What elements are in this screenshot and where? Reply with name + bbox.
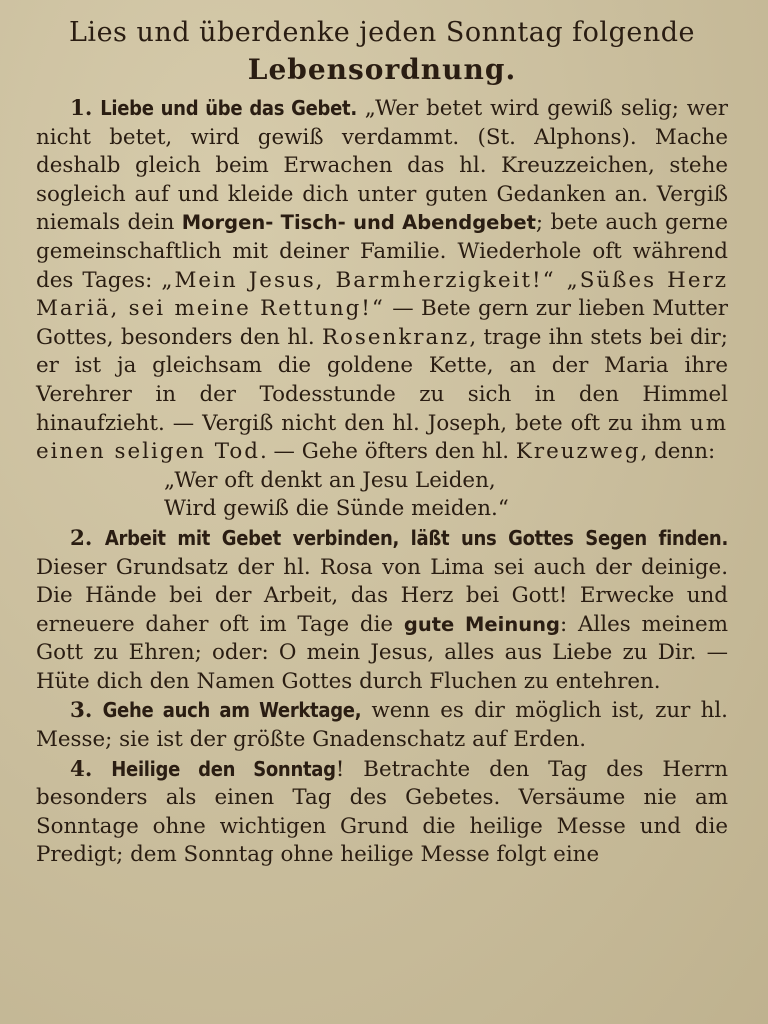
section-1 [36, 94, 728, 467]
section-heading: Arbeit mit Gebet verbinden, läßt uns Gottes Segen finden. [104, 525, 728, 550]
verse-line-1: „Wer oft denkt an Jesu Leiden, [164, 467, 496, 493]
section-text: : Alles meinem Gott zu Ehren; oder: O mein Jesus, alles aus Liebe zu Dir. — Hüte dich den Namen Gottes durch Fluchen zu entehren. [36, 611, 728, 694]
verse-line-2: Wird gewiß die Sünde meiden.“ [164, 496, 509, 522]
section-number: 2. [70, 525, 93, 551]
section-heading: Gehe auch am Werktage, [102, 698, 362, 723]
emphasis-text: Morgen- Tisch- und Abendgebet [181, 211, 536, 235]
section-text: ! Betrachte den Tag des Herrn besonders als einen Tag des Gebetes. Versäume nie am Sonntage ohne wichtigen Grund die heilige Messe und die Predigt; dem Sonntag ohne heilige Messe folgt eine [36, 756, 728, 868]
section-text: , denn: [640, 439, 716, 465]
section-4 [36, 755, 728, 870]
emphasis-text: gute Meinung [403, 612, 560, 636]
document-page [36, 14, 728, 870]
spaced-text: Rosenkranz [321, 324, 470, 350]
section-number: 4. [70, 756, 93, 782]
section-text: — Bete gern zur lieben Mutter Gottes, besonders den hl. [36, 296, 728, 350]
document-body [36, 94, 728, 870]
document-title: Lebensordnung. [247, 53, 517, 86]
section-text: . — Gehe öfters den hl. [259, 439, 516, 465]
section-text: „Wer betet wird gewiß selig; wer nicht betet, wird gewiß verdammt. (St. Alphons). Mache deshalb gleich beim Erwachen das hl. Kreuzzeichen, stehe sogleich auf und kleide dich unter guten Gedanken an. Vergiß niemals dein [36, 96, 728, 236]
section-heading: Liebe und übe das Gebet. [100, 96, 357, 120]
section-text: wenn es dir möglich ist, zur hl. Messe; sie ist der größte Gnadenschatz auf Erden. [36, 698, 728, 753]
section-text: ; bete auch gerne gemeinschaftlich mit deiner Familie. Wiederhole oft während des Tages: [36, 210, 728, 293]
section-heading: Heilige den Sonntag [111, 756, 336, 781]
section-number: 1. [70, 96, 93, 121]
spaced-text: um einen seligen Tod [36, 410, 728, 465]
section-number: 3. [70, 698, 93, 724]
header-line-1: Lies und überdenke jeden Sonntag folgende [69, 17, 695, 48]
section-text: , trage ihn stets bei dir; er ist ja gleichsam die goldene Kette, an der Maria ihre Verehrer in der Todesstunde zu sich in den Himmel hinaufzieht. — Vergiß nicht den hl. Joseph, bete oft zu ihm [36, 324, 728, 436]
section-2 [36, 524, 728, 697]
spaced-text: Kreuzweg [515, 439, 641, 465]
section-3 [36, 696, 728, 754]
section-text: Dieser Grundsatz der hl. Rosa von Lima sei auch der deinige. Die Hände bei der Arbeit, das Herz bei Gott! Erwecke und erneuere daher oft im Tage die [36, 554, 728, 637]
spaced-text: „Mein Jesus, Barmherzigkeit!“ „Süßes Herz Mariä, sei meine Rettung!“ [36, 267, 728, 322]
